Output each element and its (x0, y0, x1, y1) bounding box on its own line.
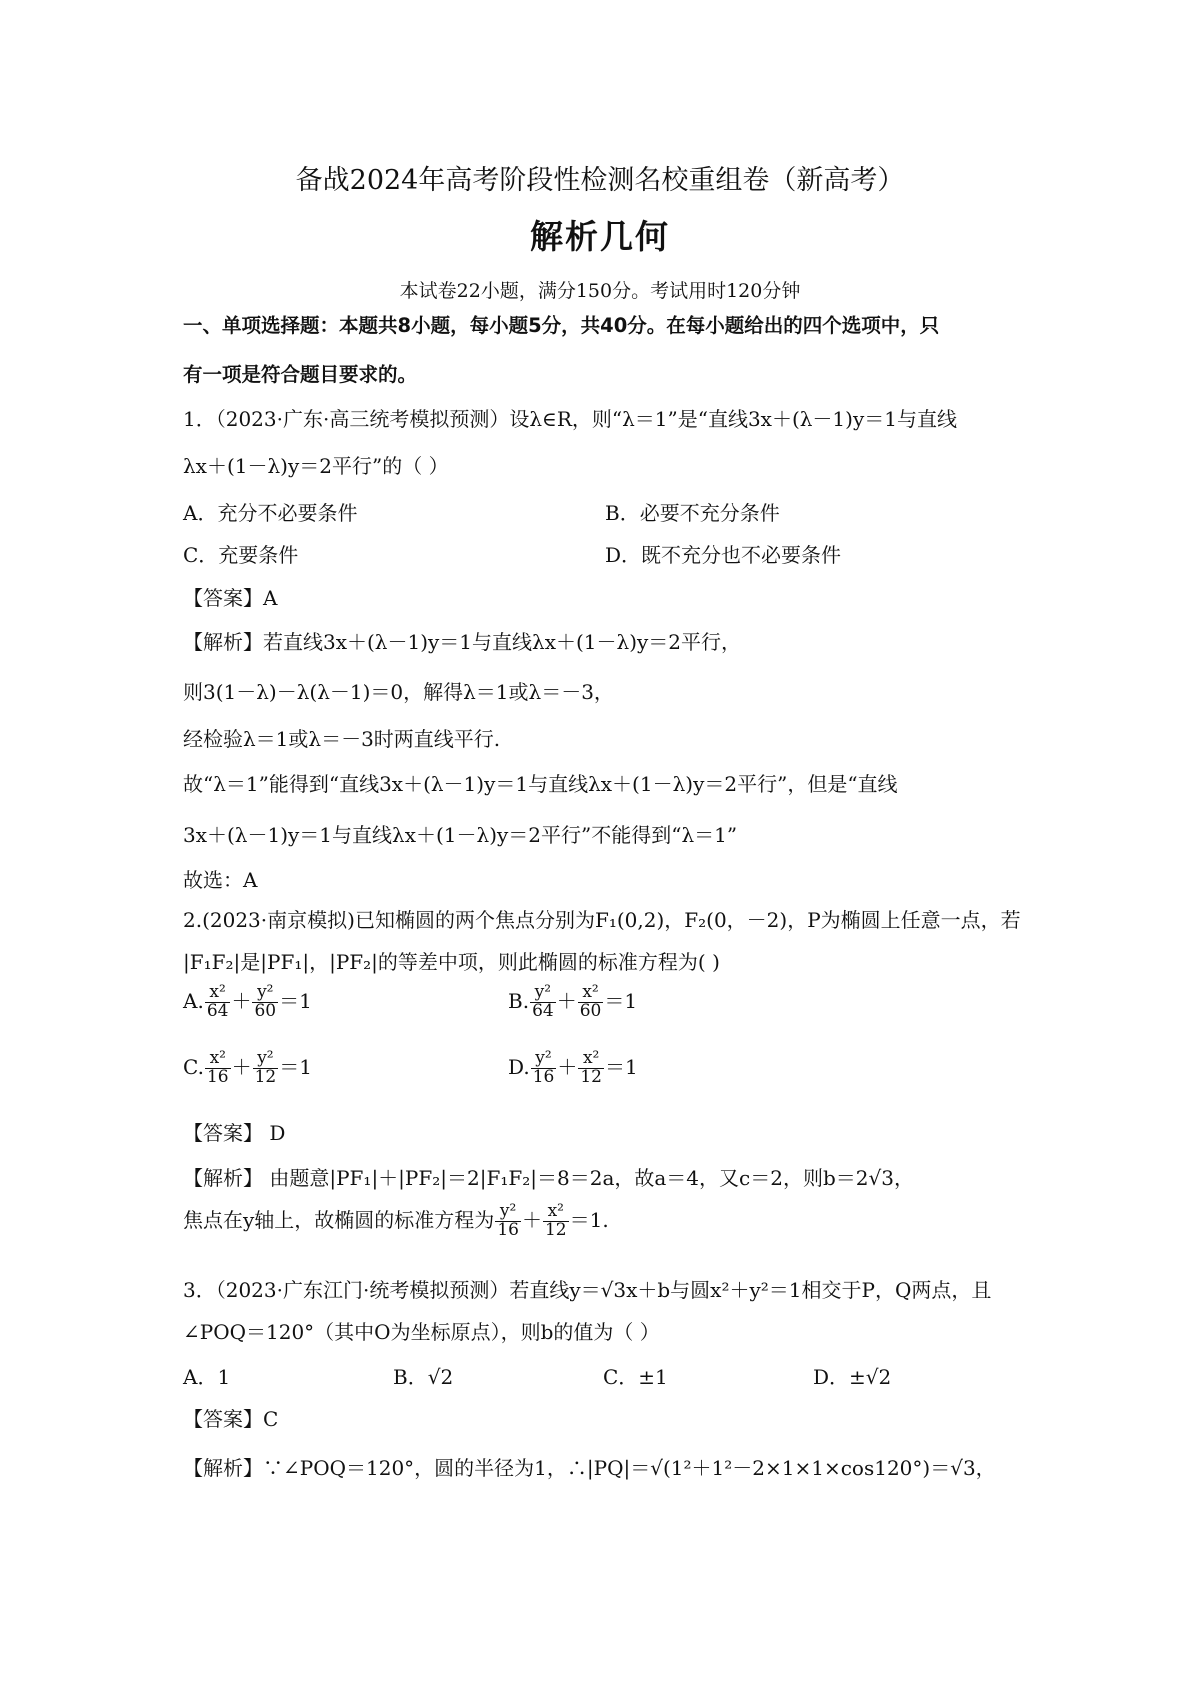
q1-option-c: C．充要条件 (183, 543, 299, 567)
fraction: $\frac{\text{y²}}{12}$ (254, 1048, 277, 1087)
q3-answer: 【答案】C (183, 1407, 279, 1431)
q1-analysis-line2: 则3(1－λ)－λ(λ－1)＝0，解得λ＝1或λ＝－3， (183, 680, 614, 704)
q1-analysis-line5: 3x＋(λ－1)y＝1与直线λx＋(1－λ)y＝2平行”不能得到“λ＝1” (183, 823, 738, 847)
fraction: $\frac{\text{x²}}{12}$ (544, 1201, 567, 1240)
q2-option-d: D. $\frac{\text{y²}}{16}$ ＋ $\frac{\text{x²}}{12}$ ＝1 (508, 1048, 638, 1087)
q1-analysis-line6: 故选：A (183, 868, 258, 892)
q1-analysis-line3: 经检验λ＝1或λ＝－3时两直线平行. (183, 727, 501, 751)
q2-option-b: B. $\frac{\text{y²}}{64}$ ＋ $\frac{\text{x²}}{60}$ ＝1 (508, 982, 638, 1021)
q2-analysis-line1: 【解析】 由题意|PF₁|＋|PF₂|＝2|F₁F₂|＝8＝2a，故a＝4，又c＝2，则b＝2√3， (183, 1166, 914, 1190)
fraction: $\frac{\text{x²}}{60}$ (579, 982, 602, 1021)
fraction: $\frac{\text{y²}}{64}$ (532, 982, 554, 1021)
fraction: $\frac{\text{y²}}{16}$ (532, 1048, 555, 1087)
q2-stem-line1: 2.(2023·南京模拟)已知椭圆的两个焦点分别为F₁(0,2)，F₂(0，－2)，P为椭圆上任意一点，若 (183, 908, 1021, 932)
fraction: $\frac{\text{y²}}{16}$ (497, 1201, 519, 1240)
q2-stem-line2: |F₁F₂|是|PF₁|，|PF₂|的等差中项，则此椭圆的标准方程为( ) (183, 950, 720, 974)
q3-option-d: D．±√2 (813, 1365, 892, 1389)
q1-option-b: B．必要不充分条件 (605, 501, 780, 525)
q3-option-a: A．1 (183, 1365, 231, 1389)
section-heading-line1: 一、单项选择题：本题共8小题，每小题5分，共40分。在每小题给出的四个选项中，只 (183, 314, 940, 337)
q1-stem-line1: 1．（2023·广东·高三统考模拟预测）设λ∈R，则“λ＝1”是“直线3x＋(λ－1)y＝1与直线 (183, 407, 957, 431)
fraction: $\frac{\text{x²}}{12}$ (580, 1048, 602, 1087)
q1-answer: 【答案】A (183, 586, 278, 610)
q2-option-c: C. $\frac{\text{x²}}{16}$ ＋ $\frac{\text{y²}}{12}$ ＝1 (183, 1048, 312, 1087)
subject-title: 解析几何 (530, 217, 670, 256)
q1-option-a: A．充分不必要条件 (183, 501, 358, 525)
q3-stem-line2: ∠POQ＝120°（其中O为坐标原点），则b的值为（ ） (183, 1320, 660, 1344)
exam-intro: 本试卷22小题，满分150分。考试用时120分钟 (399, 280, 801, 302)
fraction: $\frac{\text{y²}}{60}$ (254, 982, 277, 1021)
fraction: $\frac{\text{x²}}{64}$ (206, 982, 229, 1021)
q2-answer: 【答案】 D (183, 1121, 286, 1145)
q3-option-c: C．±1 (603, 1365, 668, 1389)
q2-analysis-line2: 焦点在y轴上，故椭圆的标准方程为 $\frac{\text{y²}}{16}$ ＋ $\frac{\text{x²}}{12}$ ＝1. (183, 1201, 609, 1240)
q1-option-d: D．既不充分也不必要条件 (605, 543, 842, 567)
q1-stem-line2: λx＋(1－λ)y＝2平行”的（ ） (183, 454, 449, 478)
q1-analysis-line1: 【解析】若直线3x＋(λ－1)y＝1与直线λx＋(1－λ)y＝2平行， (183, 630, 742, 654)
fraction: $\frac{\text{x²}}{16}$ (206, 1048, 229, 1087)
q3-option-b: B．√2 (393, 1365, 454, 1389)
q2-option-a: A. $\frac{\text{x²}}{64}$ ＋ $\frac{\text{y²}}{60}$ ＝1 (183, 982, 312, 1021)
q1-analysis-line4: 故“λ＝1”能得到“直线3x＋(λ－1)y＝1与直线λx＋(1－λ)y＝2平行”，但是“直线 (183, 772, 898, 796)
q3-stem-line1: 3．（2023·广东江门·统考模拟预测）若直线y＝√3x＋b与圆x²＋y²＝1相交于P，Q两点，且 (183, 1278, 992, 1302)
exam-title: 备战2024年高考阶段性检测名校重组卷（新高考） (295, 165, 905, 196)
q3-analysis-line1: 【解析】∵∠POQ＝120°，圆的半径为1，∴|PQ|＝√(1²＋1²－2×1×1×cos120°)＝√3， (183, 1456, 996, 1480)
section-heading-line2: 有一项是符合题目要求的。 (183, 363, 418, 386)
